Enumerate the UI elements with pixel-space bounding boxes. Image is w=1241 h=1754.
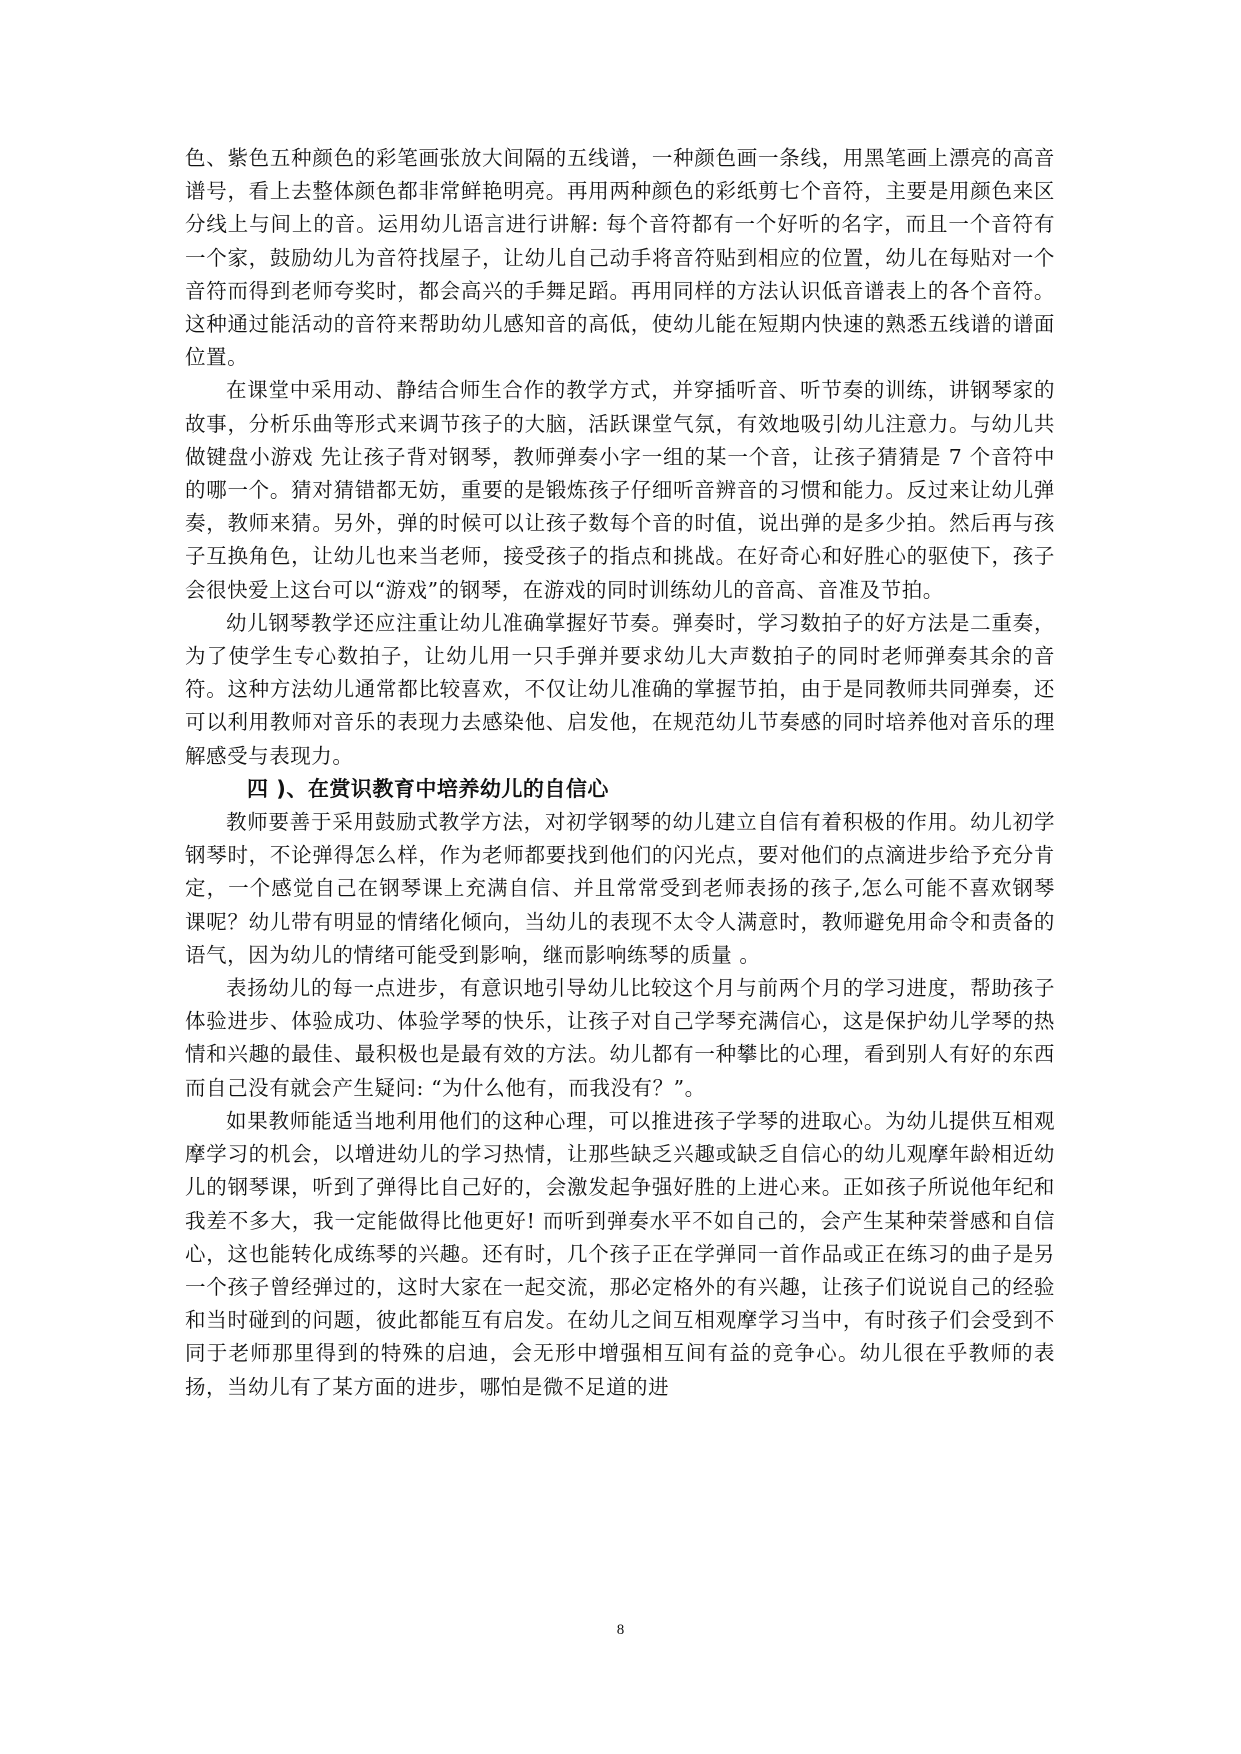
page-body	[185, 142, 1055, 1404]
paragraph-encouragement: 教师要善于采用鼓励式教学方法，对初学钢琴的幼儿建立自信有着积极的作用。幼儿初学钢琴时，不论弹得怎么样，作为老师都要找到他们的闪光点，要对他们的点滴进步给予充分肯定，一个感觉自己在钢琴课上充满自信、并且常常受到老师表扬的孩子,怎么可能不喜欢钢琴课呢？幼儿带有明显的情绪化倾向，当幼儿的表现不太令人满意时，教师避免用命令和责备的语气，因为幼儿的情绪可能受到影响，继而影响练琴的质量 。	[185, 810, 1055, 967]
paragraph-observation: 如果教师能适当地利用他们的这种心理，可以推进孩子学琴的进取心。为幼儿提供互相观摩学习的机会，以增进幼儿的学习热情，让那些缺乏兴趣或缺乏自信心的幼儿观摩年龄相近幼儿的钢琴课，听到了弹得比自己好的，会激发起争强好胜的上进心来。正如孩子所说他年纪和我差不多大，我一定能做得比他更好! 而听到弹奏水平不如自己的，会产生某种荣誉感和自信心，这也能转化成练琴的兴趣。还有时，几个孩子正在学弹同一首作品或正在练习的曲子是另一个孩子曾经弹过的，这时大家在一起交流，那必定格外的有兴趣，让孩子们说说自己的经验和当时碰到的问题，彼此都能互有启发。在幼儿之间互相观摩学习当中，有时孩子们会受到不同于老师那里得到的特殊的启迪，会无形中增强相互间有益的竞争心。幼儿很在乎教师的表扬，当幼儿有了某方面的进步，哪怕是微不足道的进	[185, 1108, 1055, 1399]
paragraph-staff-notes: 色、紫色五种颜色的彩笔画张放大间隔的五线谱，一种颜色画一条线，用黑笔画上漂亮的高音谱号，看上去整体颜色都非常鲜艳明亮。再用两种颜色的彩纸剪七个音符，主要是用颜色来区分线上与间上的音。运用幼儿语言进行讲解: 每个音符都有一个好听的名字，而且一个音符有一个家，鼓励幼儿为音符找屋子，让幼儿自己动手将音符贴到相应的位置，幼儿在每贴对一个音符而得到老师夸奖时，都会高兴的手舞足蹈。再用同样的方法认识低音谱表上的各个音符。这种通过能活动的音符来帮助幼儿感知音的高低，使幼儿能在短期内快速的熟悉五线谱的谱面位置。	[185, 146, 1055, 370]
page-number: 8	[616, 1622, 625, 1638]
paragraph-classroom-games: 在课堂中采用动、静结合师生合作的教学方式，并穿插听音、听节奏的训练，讲钢琴家的故事，分析乐曲等形式来调节孩子的大脑，活跃课堂气氛，有效地吸引幼儿注意力。与幼儿共做键盘小游戏 先让孩子背对钢琴，教师弹奏小字一组的某一个音，让孩子猜猜是 7 个音符中的哪一个。猜对猜错都无妨，重要的是锻炼孩子仔细听音辨音的习惯和能力。反过来让幼儿弹奏，教师来猜。另外，弹的时候可以让孩子数每个音的时值，说出弹的是多少拍。然后再与孩子互换角色，让幼儿也来当老师，接受孩子的指点和挑战。在好奇心和好胜心的驱使下，孩子会很快爱上这台可以“游戏”的钢琴，在游戏的同时训练幼儿的音高、音准及节拍。	[185, 378, 1055, 602]
paragraph-rhythm: 幼儿钢琴教学还应注重让幼儿准确掌握好节奏。弹奏时，学习数拍子的好方法是二重奏，为了使学生专心数拍子，让幼儿用一只手弹并要求幼儿大声数拍子的同时老师弹奏其余的音符。这种方法幼儿通常都比较喜欢，不仅让幼儿准确的掌握节拍，由于是同教师共同弹奏，还可以利用教师对音乐的表现力去感染他、启发他，在规范幼儿节奏感的同时培养他对音乐的理解感受与表现力。	[185, 610, 1055, 768]
section-heading: 四 )、在赏识教育中培养幼儿的自信心	[247, 776, 609, 801]
paragraph-praise: 表扬幼儿的每一点进步，有意识地引导幼儿比较这个月与前两个月的学习进度，帮助孩子体验进步、体验成功、体验学琴的快乐，让孩子对自己学琴充满信心，这是保护幼儿学琴的热情和兴趣的最佳、最积极也是最有效的方法。幼儿都有一种攀比的心理，看到别人有好的东西而自己没有就会产生疑问: “为什么他有，而我没有？”。	[185, 976, 1055, 1100]
